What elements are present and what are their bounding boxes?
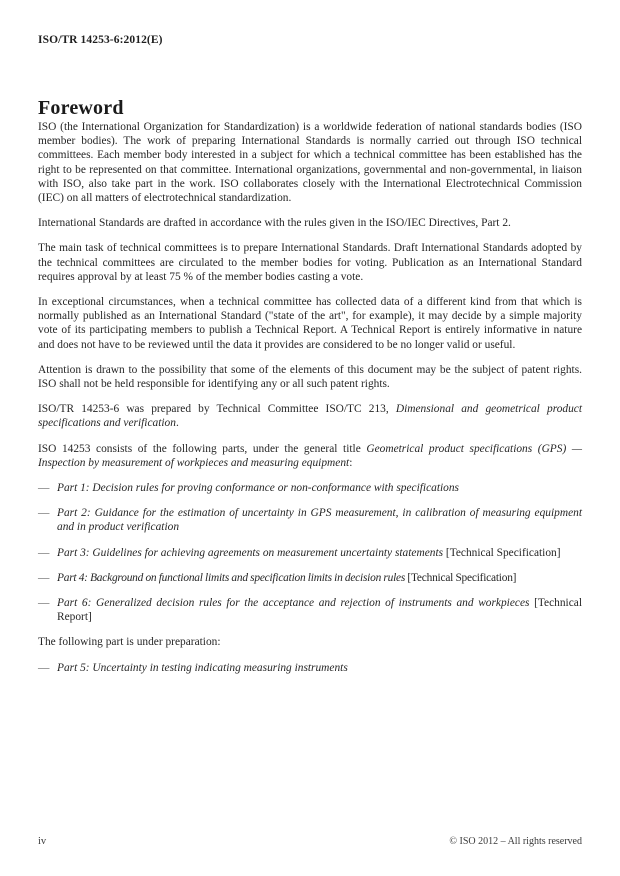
page-footer: [38, 836, 582, 852]
list-item-part-2: [38, 506, 582, 534]
parts-intro-lead-text: ISO 14253 consists of the following parts, under the general title: [38, 442, 367, 455]
part-1-title: Part 1: Decision rules for proving conformance or non-conformance with specifications: [57, 482, 459, 495]
paragraph-preparation-note: The following part is under preparation:: [38, 636, 221, 649]
committee-title-italic: Dimensional and geometrical product specifications and verification: [38, 403, 583, 430]
paragraph-drafting-rules: International Standards are drafted in accordance with the rules given in the ISO/IEC Directives, Part 2.: [38, 217, 511, 230]
page-title: Foreword: [38, 97, 124, 120]
paragraph-exceptional-circumstances: In exceptional circumstances, when a technical committee has collected data of a different kind from that which is normally published as an International Standard ("state of the art", for example), it may decide by a simple majority vote of its participating members to publish a Technical Report. A Technical Report is entirely informative in nature and does not have to be reviewed until the data it provides are considered to be no longer valid or useful.: [38, 296, 582, 351]
committee-trail-text: .: [175, 417, 179, 430]
em-dash-bullet-icon: —: [38, 546, 50, 559]
part-4-suffix: [Technical Specification]: [405, 571, 517, 584]
foreword-body: [38, 120, 582, 686]
part-6-suffix: [Technical Report]: [57, 597, 582, 624]
em-dash-bullet-icon: —: [38, 597, 50, 610]
committee-lead-text: ISO/TR 14253-6 was prepared by Technical Committee ISO/TC 213,: [38, 403, 396, 416]
em-dash-bullet-icon: —: [38, 571, 50, 584]
part-6-title: Part 6: Generalized decision rules for the acceptance and rejection of instruments and workpieces: [57, 597, 530, 610]
paragraph-main-task: The main task of technical committees is to prepare International Standards. Draft International Standards adopted by the technical committees are circulated to the member bodies for voting. Publication as an International Standard requires approval by at least 75 % of the member bodies casting a vote.: [38, 242, 582, 283]
paragraph-parts-intro: [38, 442, 582, 470]
document-header-reference: ISO/TR 14253-6:2012(E): [38, 34, 163, 46]
part-3-title: Part 3: Guidelines for achieving agreements on measurement uncertainty statements: [57, 546, 444, 559]
part-3-suffix: [Technical Specification]: [443, 546, 561, 559]
parts-intro-general-title-italic: Geometrical product specifications (GPS) — Inspection by measurement of workpieces and measuring equipment: [38, 442, 582, 469]
paragraph-committee-attribution: [38, 402, 582, 430]
part-5-title: Part 5: Uncertainty in testing indicating measuring instruments: [57, 661, 348, 674]
part-4-title: Part 4: Background on functional limits and specification limits in decision rules: [57, 571, 406, 584]
paragraph-scope-iso-description: ISO (the International Organization for Standardization) is a worldwide federation of national standards bodies (ISO member bodies). The work of preparing International Standards is normally carried out through ISO technical committees. Each member body interested in a subject for which a technical committee has been established has the right to be represented on that committee. International organizations, governmental and non-governmental, in liaison with ISO, also take part in the work. ISO collaborates closely with the International Electrotechnical Commission (IEC) on all matters of electrotechnical standardization.: [38, 121, 582, 205]
list-item-part-6: [38, 596, 582, 624]
em-dash-bullet-icon: —: [38, 507, 50, 520]
parts-intro-trail-text: :: [349, 456, 353, 469]
part-2-title: Part 2: Guidance for the estimation of uncertainty in GPS measurement, in calibration of measuring equipment and in product verification: [57, 507, 582, 534]
list-item-part-5: [38, 661, 582, 675]
em-dash-bullet-icon: —: [38, 482, 50, 495]
footer-page-number: iv: [38, 836, 47, 847]
paragraph-patent-rights: Attention is drawn to the possibility that some of the elements of this document may be the subject of patent rights. ISO shall not be held responsible for identifying any or all such patent rights.: [38, 363, 582, 391]
footer-copyright: © ISO 2012 – All rights reserved: [449, 836, 582, 847]
em-dash-bullet-icon: —: [38, 661, 50, 674]
list-item-part-4: [38, 571, 582, 585]
list-item-part-1: [38, 481, 582, 495]
list-item-part-3: [38, 546, 582, 560]
